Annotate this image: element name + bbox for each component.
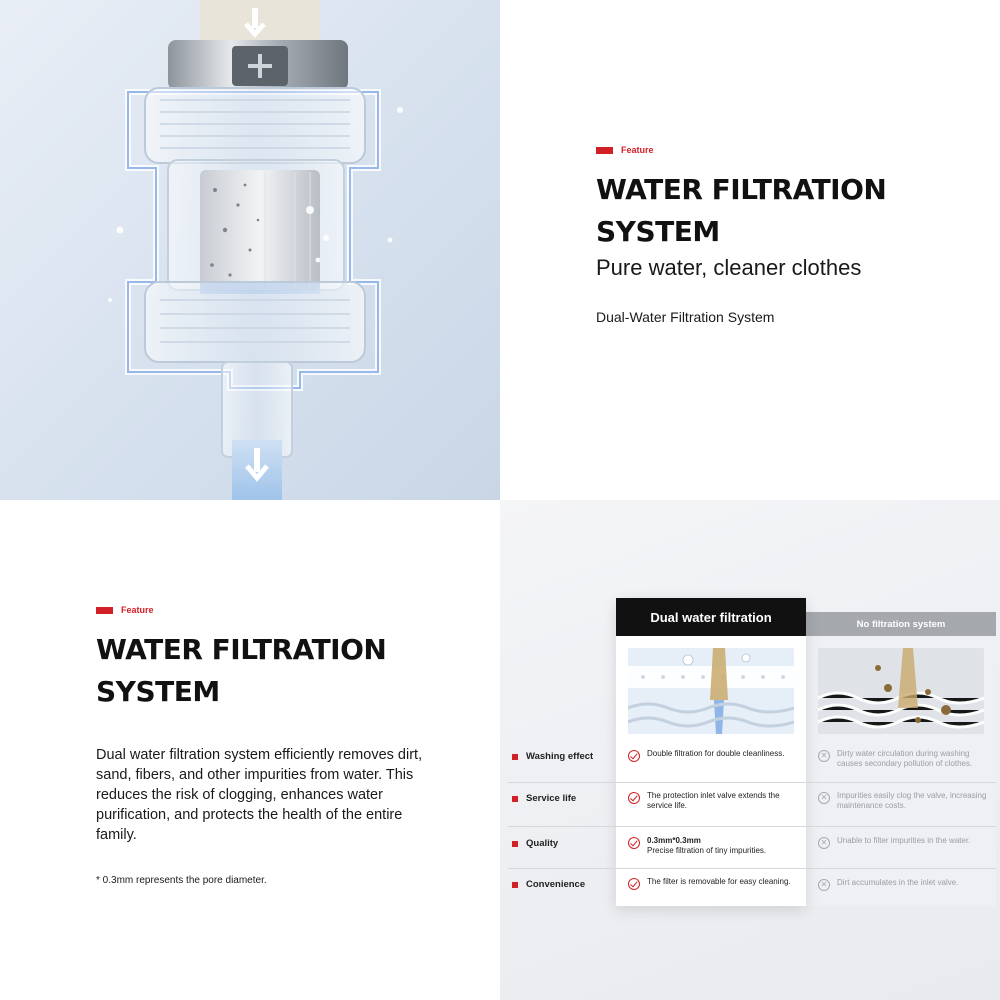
filtered-water-thumbnail	[628, 648, 794, 734]
row-divider	[508, 782, 996, 783]
dual-filtration-header: Dual water filtration	[616, 598, 806, 636]
comparison-panel	[500, 500, 1000, 1000]
cell-text: The filter is removable for easy cleaning.	[647, 877, 791, 886]
none-cell-washing-effect	[818, 749, 990, 768]
cell-text	[647, 836, 766, 855]
cell-text-bold: 0.3mm*0.3mm	[647, 836, 701, 845]
caption: Dual-Water Filtration System	[596, 309, 775, 325]
cell-text: Impurities easily clog the valve, increasing maintenance costs.	[837, 791, 987, 810]
feature-tag	[96, 605, 426, 615]
row-label-text: Washing effect	[526, 751, 594, 762]
no-filtration-header: No filtration system	[806, 612, 996, 636]
check-circle-icon	[628, 792, 640, 804]
red-square-icon	[512, 841, 518, 847]
red-square-icon	[512, 754, 518, 760]
row-divider	[508, 868, 996, 869]
none-cell-quality	[818, 836, 990, 849]
check-circle-icon	[628, 878, 640, 890]
cell-text: Double filtration for double cleanliness.	[647, 749, 785, 758]
row-label-convenience	[512, 879, 585, 890]
check-circle-icon	[628, 837, 640, 849]
cell-text: Dirty water circulation during washing causes secondary pollution of clothes.	[837, 749, 973, 768]
feature-description-block	[96, 605, 426, 886]
dual-cell-convenience	[628, 877, 798, 890]
feature-tag-label: Feature	[121, 605, 154, 615]
row-label-quality	[512, 838, 558, 849]
section-title: WATER FILTRATION SYSTEM	[96, 633, 387, 708]
description-text: Dual water filtration system efficiently removes dirt, sand, fibers, and other impurities from water. This reduces the risk of clogging, enhances water purification, and protects the health of the entire family.	[96, 747, 423, 843]
feature-heading-panel	[500, 0, 1000, 500]
red-square-icon	[512, 882, 518, 888]
dual-cell-service-life	[628, 791, 798, 810]
row-label-text: Service life	[526, 793, 577, 804]
comparison-table	[500, 500, 1000, 1000]
feature-tag-label: Feature	[621, 145, 654, 155]
filter-illustration-panel	[0, 0, 500, 500]
red-bar-icon	[96, 607, 113, 614]
red-square-icon	[512, 796, 518, 802]
feature-heading-block	[596, 145, 976, 325]
row-label-text: Quality	[526, 838, 559, 849]
cell-text: The protection inlet valve extends the service life.	[647, 791, 780, 810]
dirty-water-thumbnail	[818, 648, 984, 734]
x-circle-icon: ✕	[818, 750, 830, 762]
feature-description-panel	[0, 500, 500, 1000]
page-title: WATER FILTRATION SYSTEM	[596, 173, 887, 248]
cell-text-detail: Precise filtration of tiny impurities.	[647, 845, 767, 855]
subtitle: Pure water, cleaner clothes	[596, 255, 862, 280]
x-circle-icon: ✕	[818, 792, 830, 804]
cell-text: Unable to filter impurities in the water.	[837, 836, 971, 845]
check-circle-icon	[628, 750, 640, 762]
x-circle-icon: ✕	[818, 879, 830, 891]
cell-text: Dirt accumulates in the inlet valve.	[837, 878, 959, 887]
row-label-text: Convenience	[526, 879, 586, 890]
red-bar-icon	[596, 147, 613, 154]
dual-cell-washing-effect	[628, 749, 798, 762]
none-cell-service-life	[818, 791, 990, 810]
none-cell-convenience	[818, 878, 990, 891]
water-filter-illustration	[0, 0, 500, 500]
x-circle-icon: ✕	[818, 837, 830, 849]
feature-tag	[596, 145, 976, 155]
footnote: * 0.3mm represents the pore diameter.	[96, 875, 267, 886]
row-divider	[508, 826, 996, 827]
row-label-service-life	[512, 793, 576, 804]
dual-cell-quality	[628, 836, 798, 855]
row-label-washing-effect	[512, 751, 593, 762]
